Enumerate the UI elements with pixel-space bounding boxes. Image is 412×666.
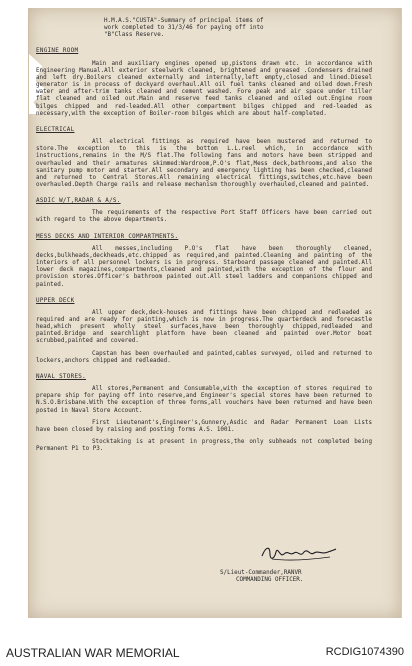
signature-rank: S/Lieut-Commander,RANVR — [220, 570, 302, 576]
section-heading-asdic: ASDIC W/T,RADAR & A/S. — [36, 198, 121, 205]
title-line: work completed to 31/3/46 for paying off into — [104, 25, 264, 32]
signature-title: COMMANDING OFFICER. — [236, 577, 304, 584]
section-body-asdic: The requirements of the respective Port Staff Officers have been carried out with regard to the above departments. — [36, 210, 372, 224]
section-body-naval-stores-loan-lists: First Lieutenant's,Engineer's,Gunnery,Asdic and Radar Permanent Loan Lists have been closed by raising and posting forms A.S. 1001. — [36, 419, 372, 433]
section-heading-naval-stores: NAVAL STORES. — [36, 373, 87, 380]
section-body-naval-stores: All stores,Permanent and Consumable,with the exception of stores required to prepare ship for paying off into reserve,and Engineer's special stores have been returned to N.S.O.Brisbane.With the exception of three forms,all vouchers have been returned and have been posted in Naval Store Account. — [36, 386, 372, 414]
document-text — [36, 18, 372, 453]
section-heading-mess-decks: MESS DECKS AND INTERIOR COMPARTMENTS. — [36, 233, 179, 240]
signature-block — [220, 548, 350, 584]
section-body-mess-decks: All messes,including P.O's flat have been thoroughly cleaned, decks,bulkheads,deckheads,etc.chipped as required,and painted.Cleaning and painting of the interiors of all personnel lockers is in progress. Starboard passage cleaned and painted.All lower deck magazines,compartments,cleaned and painted,with the exception of the flour and provision stores.Officer's bathroom painted out.All steel ladders and companions chipped and painted. — [36, 245, 372, 288]
section-body-upper-deck-capstan: Capstan has been overhauled and painted,cables surveyed, oiled and returned to lockers,anchors chipped and redleaded. — [36, 350, 372, 364]
section-body-electrical: All electrical fittings as required have been mustered and returned to store.The exception to this is the bottom L.L.reel which, in accordance with instructions,remains in the M/S flat.The following fans and motors have been stripped and overhauled and their armatures skimmed:Wardroom,P.O's flat,Mess deck,bathrooms,and also the sanitary pump motor and starter.All secondary and emergency lighting has been checked,cleaned and returned to Central Stores.All remaining electrical fittings,switches,etc.have been overhauled.Depth Charge rails and release mechanism thoroughly overhauled,cleaned and painted. — [36, 139, 372, 188]
section-body-engine-room: Main and auxiliary engines opened up,pistons drawn etc. in accordance with Engineering Manual.All exterior steelwork cleaned, brightened and greased .Condensers drained and left dry.Boilers cleaned externally and internally,left empty,closed and lined.Diesel generator is in process of dockyard overhaul.All oil fuel tanks cleaned and oiled down.Fresh water and after-trim tanks cleaned and cement washed. Fore peak and air space under tiller flat cleaned and oiled out.Main and reserve feed tanks cleaned and oiled out.Engine room bilges chipped and red-leaded.All other compartment bilges chipped and red-leaded as necessary,with the exception of Boiler-room bilges which are about half-completed. — [36, 60, 372, 117]
section-heading-electrical: ELECTRICAL — [36, 126, 75, 133]
section-body-naval-stores-stocktaking: Stocktaking is at present in progress,the only subheads not completed being Permanent P1 to P3. — [36, 439, 372, 453]
section-heading-upper-deck: UPPER DECK — [36, 297, 75, 304]
document-title — [104, 18, 354, 39]
archive-name: AUSTRALIAN WAR MEMORIAL — [6, 646, 180, 660]
archive-id: RCDIG1074390 — [325, 646, 404, 658]
section-heading-engine-room: ENGINE ROOM — [36, 48, 79, 55]
title-line: H.M.A.S."CUSTA"-Summary of principal items of — [104, 18, 264, 24]
title-line: "B"Class Reserve. — [104, 32, 165, 39]
section-body-upper-deck: All upper deck,deck-houses and fittings have been chipped and redleaded as required and are ready for painting,which is now in progress.The quarterdeck and forecastle head,which present wholly steel surfaces,have been thoroughly chipped,redleaded and painted.Bridge and searchlight platform have been cleaned and painted over.Motor boat scrubbed,painted and covered. — [36, 309, 372, 345]
